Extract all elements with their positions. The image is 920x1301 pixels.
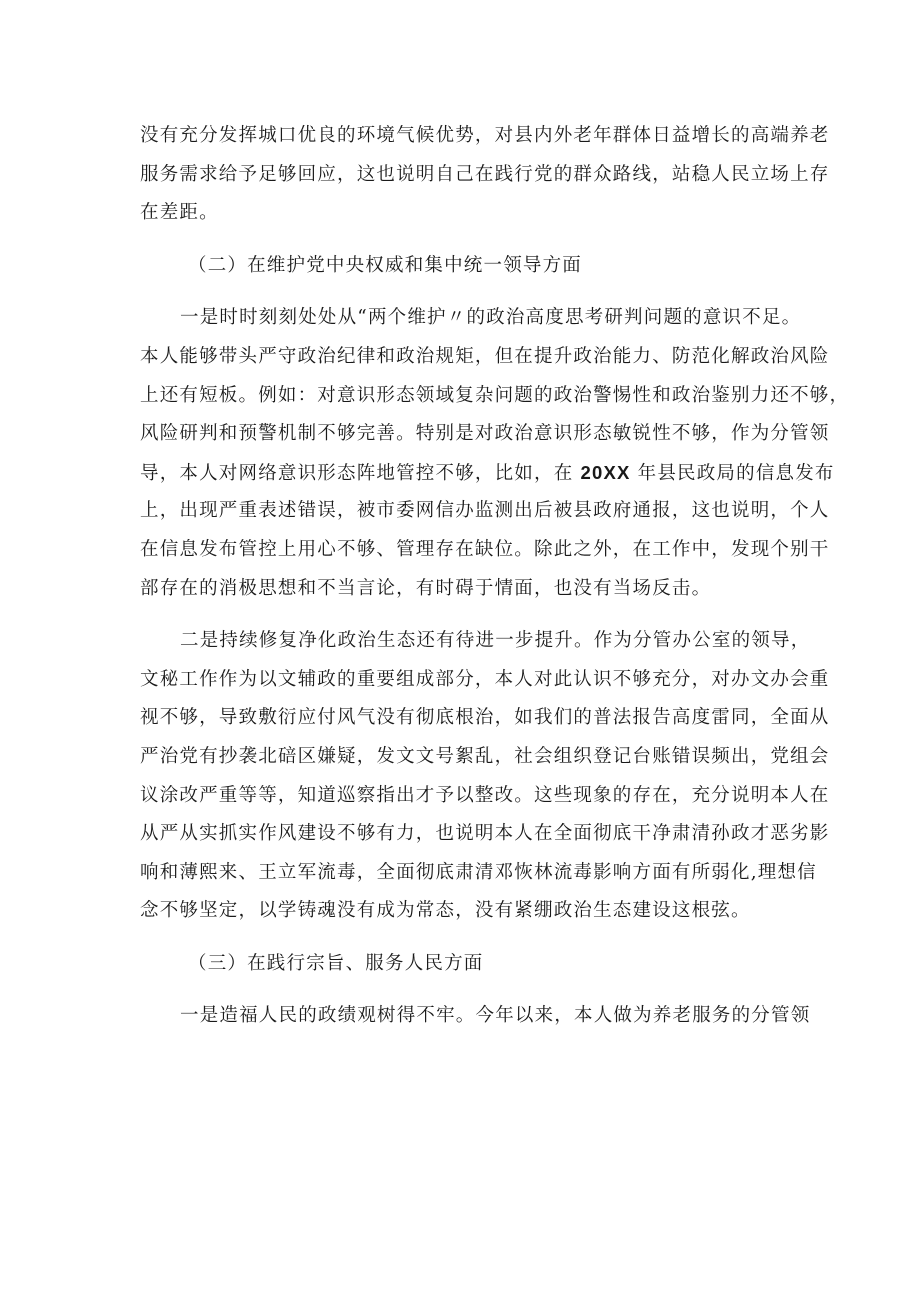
paragraph-line: 没有充分发挥城口优良的环境气候优势，对县内外老年群体日益增长的高端养老 — [140, 125, 830, 146]
paragraph-line: 从严从实抓实作风建设不够有力，也说明本人在全面彻底干净肃清孙政才恶劣影 — [140, 823, 830, 845]
paragraph-line: 导，本人对网络意识形态阵地管控不够，比如，在 20XX 年县民政局的信息发布 — [140, 461, 835, 484]
paragraph — [140, 997, 811, 1036]
paragraph-gap — [140, 233, 782, 247]
paragraph-line: 一是时时刻刻处处从“两个维护〃的政治高度思考研判问题的意识不足。 — [180, 307, 802, 329]
paragraph — [140, 299, 850, 608]
document-body — [140, 117, 850, 1036]
paragraph-line: 上还有短板。例如：对意识形态领域复杂问题的政治警惕性和政治鉴别力还不够， — [140, 384, 850, 406]
paragraph — [140, 622, 830, 931]
paragraph-line: 在信息发布管控上用心不够、管理存在缺位。除此之外，在工作中，发现个别干 — [140, 538, 830, 560]
paragraph-line: 文秘工作作为以文辅政的重要组成部分，本人对此认识不够充分，对办文办会重 — [140, 668, 830, 690]
paragraph-line: 议涂改严重等等，知道巡察指出才予以整改。这些现象的存在，充分说明本人在 — [140, 784, 830, 806]
paragraph-line: 念不够坚定，以学铸魂没有成为常态，没有紧绷政治生态建设这根弦。 — [140, 900, 751, 922]
section-heading — [140, 945, 782, 984]
section-heading — [140, 247, 782, 286]
paragraph-gap — [140, 983, 782, 997]
paragraph-line: 视不够，导致敷衍应付风气没有彻底根治，如我们的普法报告高度雷同，全面从 — [140, 707, 830, 729]
paragraph-gap — [140, 931, 782, 945]
paragraph-line: 上，出现严重表述错误，被市委网信办监测出后被县政府通报，这也说明，个人 — [140, 500, 830, 522]
year-token: 20XX — [580, 461, 631, 483]
paragraph-line: 在差距。 — [140, 202, 219, 224]
paragraph-line: 部存在的消极思想和不当言论，有时碍于情面，也没有当场反击。 — [140, 577, 712, 599]
paragraph-line: 严治党有抄袭北碚区嫌疑，发文文号絮乱，社会组织登记台账错误频出，党组会 — [140, 745, 830, 767]
paragraph-line: 风险研判和预警机制不够完善。特别是对政治意识形态敏锐性不够，作为分管领 — [140, 423, 830, 445]
paragraph-line: 服务需求给予足够回应，这也说明自己在践行党的群众路线，站稳人民立场上存 — [140, 163, 830, 185]
heading-text: （二）在维护党中央权威和集中统一领导方面 — [188, 254, 583, 276]
paragraph — [140, 117, 830, 233]
paragraph-line: 一是造福人民的政绩观树得不牢。今年以来，本人做为养老服务的分管领 — [180, 1005, 811, 1027]
paragraph-gap — [140, 285, 782, 299]
paragraph-line: 二是持续修复净化政治生态还有待进一步提升。作为分管办公室的领导， — [180, 630, 811, 652]
paragraph-gap — [140, 608, 782, 622]
heading-text: （三）在践行宗旨、服务人民方面 — [188, 952, 484, 974]
paragraph-line: 本人能够带头严守政治纪律和政治规矩，但在提升政治能力、防范化解政治风险 — [140, 345, 830, 367]
paragraph-line: 响和薄熙来、王立军流毒，全面彻底肃清邓恢林流毒影响方面有所弱化,理想信 — [140, 861, 817, 883]
